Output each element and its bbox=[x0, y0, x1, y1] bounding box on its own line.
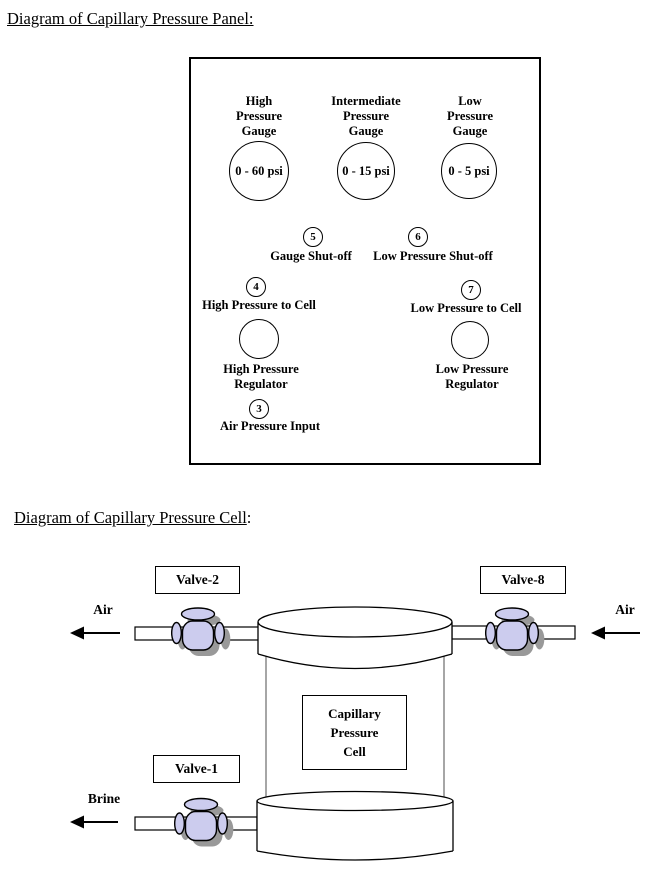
pressure-panel-outline bbox=[189, 57, 541, 465]
high-pressure-gauge-range: 0 - 60 psi bbox=[235, 163, 283, 178]
air-pressure-input-label: Air Pressure Input bbox=[219, 419, 320, 433]
valve-8-tag: Valve-8 bbox=[480, 566, 566, 594]
valve-2-tag: Valve-2 bbox=[155, 566, 240, 594]
panel-section-title bbox=[7, 9, 254, 29]
capillary-pressure-cell-box: Capillary Pressure Cell bbox=[302, 695, 407, 770]
cell-section-title-text: Diagram of Capillary Pressure Cell bbox=[14, 508, 247, 527]
brine-out-arrowhead bbox=[70, 816, 84, 829]
high-pressure-to-cell-label: High Pressure to Cell bbox=[202, 298, 316, 312]
valve-4-circle: 4 bbox=[246, 277, 266, 297]
low-pressure-shutoff-label: Low Pressure Shut-off bbox=[373, 249, 493, 263]
valve-7-circle: 7 bbox=[461, 280, 481, 300]
intermediate-pressure-gauge-dial bbox=[337, 142, 395, 200]
high-pressure-gauge-label: High Pressure Gauge bbox=[235, 94, 283, 138]
low-pressure-gauge-range: 0 - 5 psi bbox=[448, 163, 490, 178]
cell-section-title-colon: : bbox=[246, 508, 252, 527]
high-pressure-regulator-label: High Pressure Regulator bbox=[223, 362, 299, 391]
gauge-shutoff-label: Gauge Shut-off bbox=[270, 249, 352, 263]
panel-section-title-text: Diagram of Capillary Pressure Panel: bbox=[7, 9, 254, 28]
intermediate-pressure-gauge-label: Intermediate Pressure Gauge bbox=[331, 94, 401, 138]
valve-3-circle: 3 bbox=[249, 399, 269, 419]
cell-bottom-cap bbox=[257, 792, 453, 861]
cell-section-title bbox=[14, 508, 251, 528]
valve-1-graphic bbox=[175, 799, 234, 847]
high-pressure-gauge-dial bbox=[229, 141, 289, 201]
low-pressure-regulator-knob bbox=[451, 321, 489, 359]
cell-top-cap bbox=[258, 607, 452, 669]
low-pressure-regulator-label: Low Pressure Regulator bbox=[435, 362, 509, 391]
brine-out-label: Brine bbox=[87, 791, 121, 806]
low-pressure-gauge-dial bbox=[441, 143, 497, 199]
high-pressure-regulator-knob bbox=[239, 319, 279, 359]
air-out-label: Air bbox=[93, 602, 113, 617]
valve-6-circle: 6 bbox=[408, 227, 428, 247]
low-pressure-to-cell-label: Low Pressure to Cell bbox=[410, 301, 522, 315]
intermediate-pressure-gauge-range: 0 - 15 psi bbox=[342, 163, 390, 178]
valve-2-graphic bbox=[172, 608, 231, 656]
air-in-arrowhead bbox=[591, 627, 605, 640]
air-out-arrowhead bbox=[70, 627, 84, 640]
air-in-label: Air bbox=[615, 602, 635, 617]
low-pressure-gauge-label: Low Pressure Gauge bbox=[446, 94, 494, 138]
valve-1-tag: Valve-1 bbox=[153, 755, 240, 783]
valve-5-circle: 5 bbox=[303, 227, 323, 247]
valve-8-graphic bbox=[486, 608, 545, 656]
